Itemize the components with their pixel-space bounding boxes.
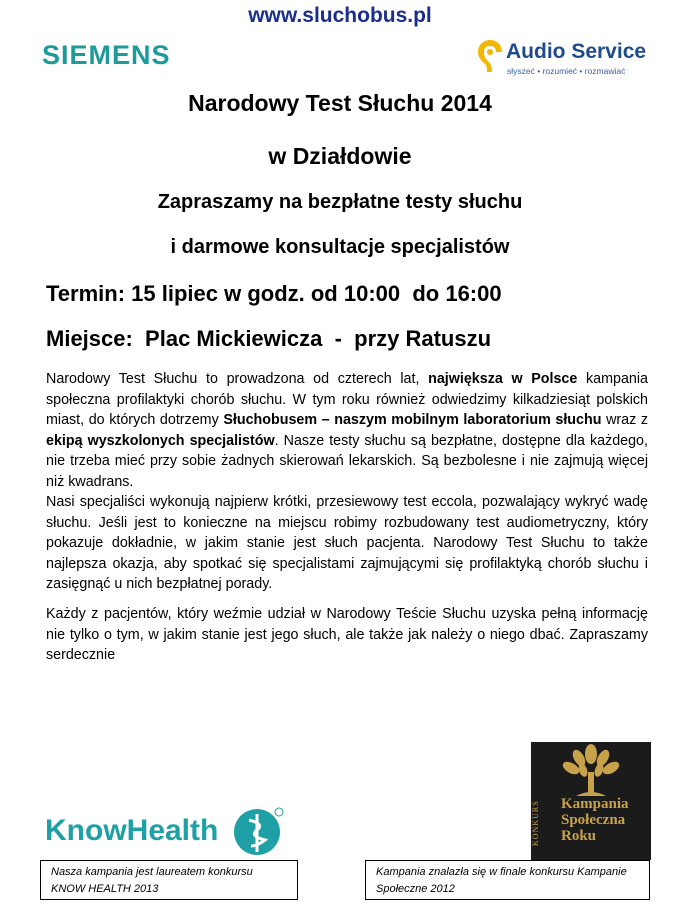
body-paragraph-1: [46, 369, 648, 492]
kampania-line-1: Kampania: [561, 796, 629, 812]
kampania-caption: Kampania znalazła się w finale konkursu Kampanie Społeczne 2012: [365, 860, 650, 900]
p1-text-1: Narodowy Test Słuchu to prowadzona od czterech lat,: [46, 371, 429, 387]
title-line-2: w Działdowie: [268, 143, 412, 169]
kampania-line-3: Roku: [561, 828, 597, 844]
event-location: Miejsce: Plac Mickiewicza - przy Ratuszu: [46, 326, 492, 351]
title-line-4: i darmowe konsultacje specjalistów: [170, 236, 510, 258]
audio-service-ear-icon: [476, 38, 504, 76]
p1-bold-1: największa w Polsce: [428, 371, 578, 387]
body-paragraph-2: Nasi specjaliści wykonują najpierw krótki, przesiewowy test eccola, pozwalający wykryć wadę słuchu. Jeśli jest to konieczne na miejscu robimy rozbudowany test audiometryczny, który pokazuje dokładnie, w jakim stanie jest słuch pacjenta. Narodowy Test Słuchu to także najlepsza okazja, aby spotkać się specjalistami zajmującymi się profilaktyką chorób słuchu i zasięgnąć u nich bezpłatnej porady.: [46, 494, 648, 592]
body-paragraph-3: Każdy z pacjentów, który weźmie udział w Narodowy Teście Słuchu uzyska pełną informację nie tylko o tym, w jakim stanie jest jego słuch, ale także jak należy o niego dbać. Zapraszamy serdecznie: [46, 606, 648, 663]
knowhealth-caption: Nasza kampania jest laureatem konkursu KNOW HEALTH 2013: [40, 860, 298, 900]
p1-text-2: kampania społeczna profilaktyki chorób słuchu. W tym roku również odwiedzimy kilkadziesiąt polskich miast, do których dotrzemy: [46, 371, 648, 428]
kampania-spoleczna-logo: [531, 742, 651, 860]
kampania-line-2: Społeczna: [561, 812, 626, 828]
audio-service-name: Audio Service: [506, 40, 647, 63]
website-url[interactable]: www.sluchobus.pl: [248, 4, 432, 27]
title-line-1: Narodowy Test Słuchu 2014: [188, 90, 492, 116]
title-line-3: Zapraszamy na bezpłatne testy słuchu: [157, 191, 523, 213]
knowhealth-logo: [45, 806, 290, 856]
p1-bold-2: Słuchobusem – naszym mobilnym laboratorium słuchu: [223, 412, 602, 428]
audio-service-logo: [476, 38, 656, 80]
event-date: Termin: 15 lipiec w godz. od 10:00 do 16:00: [46, 281, 502, 306]
kampania-konkurs-label: KONKURS: [531, 800, 540, 846]
siemens-logo: SIEMENS: [42, 40, 171, 70]
p1-text-4: . Nasze testy słuchu są bezpłatne, dostępne dla każdego, nie trzeba mieć przy sobie żadnych skierowań lekarskich. Są bezbolesne i nie zajmują więcej niż kwadrans.: [46, 432, 648, 490]
p1-text-3: wraz z: [601, 412, 649, 428]
knowhealth-caduceus-icon: [233, 806, 285, 858]
audio-service-tagline: słyszeć • rozumieć • rozmawiać: [507, 66, 626, 76]
p1-bold-3: ekipą wyszkolonych specjalistów: [46, 432, 275, 449]
knowhealth-logo-text: KnowHealth: [45, 814, 219, 847]
golden-tree-icon: [531, 742, 651, 802]
kampania-title: [561, 796, 651, 844]
